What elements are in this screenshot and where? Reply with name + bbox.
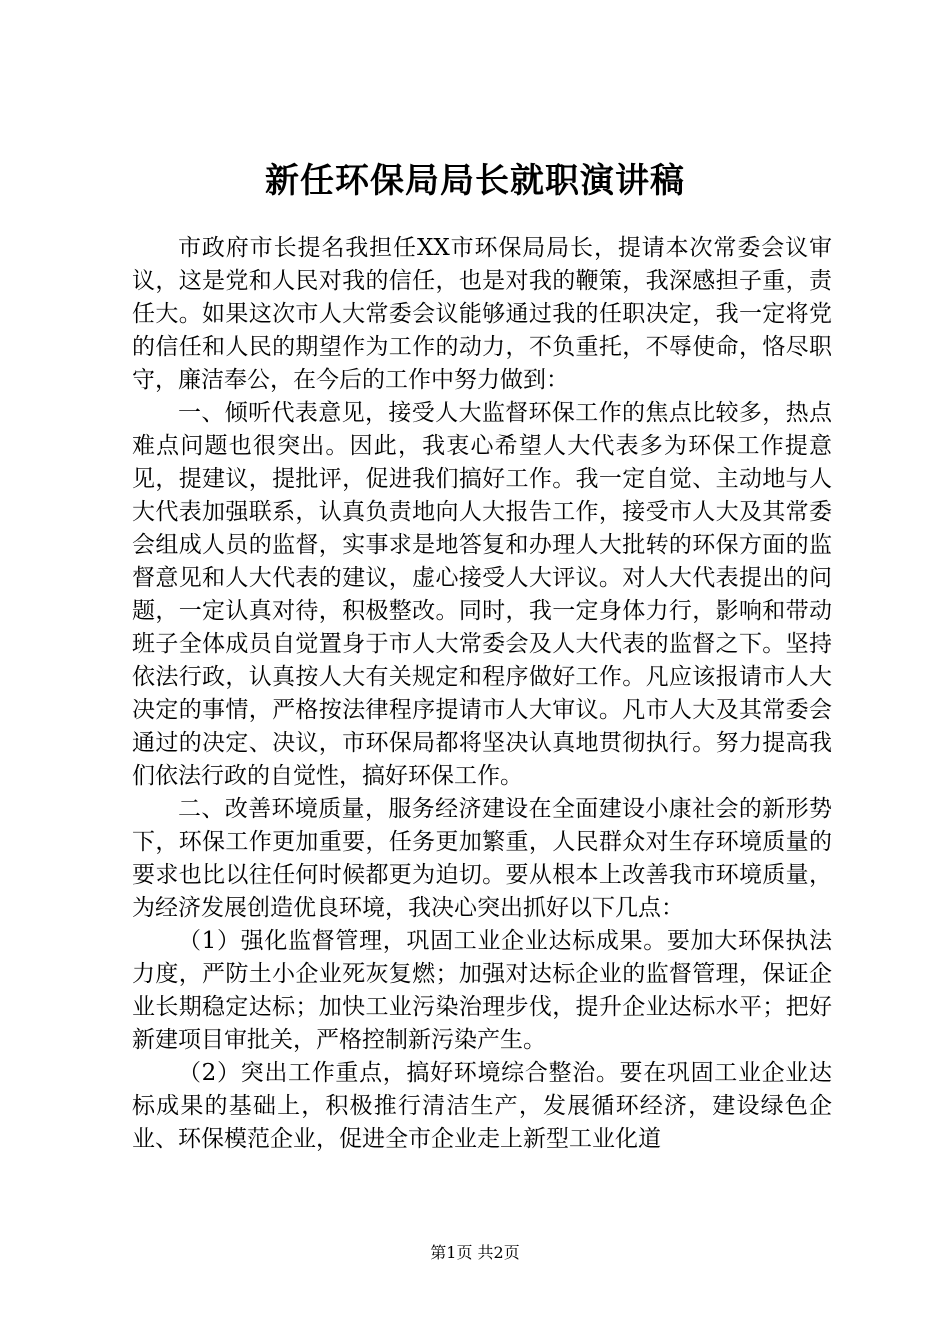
document-body — [132, 232, 832, 1156]
paragraph-item-1: （1）强化监督管理，巩固工业企业达标成果。要加大环保执法力度，严防土小企业死灰复燃；加强对达标企业的监督管理，保证企业长期稳定达标；加快工业污染治理步伐，提升企业达标水平；把好新建项目审批关，严格控制新污染产生。 — [132, 928, 832, 1053]
paragraph-item-2: （2）突出工作重点，搞好环境综合整治。要在巩固工业企业达标成果的基础上，积极推行清洁生产，发展循环经济，建设绿色企业、环保模范企业，促进全市企业走上新型工业化道 — [132, 1060, 832, 1152]
paragraph-intro: 市政府市长提名我担任XX市环保局局长，提请本次常委会议审议，这是党和人民对我的信任，也是对我的鞭策，我深感担子重，责任大。如果这次市人大常委会议能够通过我的任职决定，我一定将党的信任和人民的期望作为工作的动力，不负重托，不辱使命，恪尽职守，廉洁奉公，在今后的工作中努力做到： — [132, 235, 832, 393]
document-title: 新任环保局局长就职演讲稿 — [265, 161, 685, 201]
page-footer: 第1页 共2页 — [430, 1243, 520, 1262]
paragraph-section-2: 二、改善环境质量，服务经济建设在全面建设小康社会的新形势下，环保工作更加重要，任务更加繁重，人民群众对生存环境质量的要求也比以往任何时候都更为迫切。要从根本上改善我市环境质量，为经济发展创造优良环境，我决心突出抓好以下几点： — [132, 796, 832, 921]
paragraph-section-1: 一、倾听代表意见，接受人大监督环保工作的焦点比较多，热点难点问题也很突出。因此，我衷心希望人大代表多为环保工作提意见，提建议，提批评，促进我们搞好工作。我一定自觉、主动地与人大代表加强联系，认真负责地向人大报告工作，接受市人大及其常委会组成人员的监督，实事求是地答复和办理人大批转的环保方面的监督意见和人大代表的建议，虚心接受人大评议。对人大代表提出的问题，一定认真对待，积极整改。同时，我一定身体力行，影响和带动班子全体成员自觉置身于市人大常委会及人大代表的监督之下。坚持依法行政，认真按人大有关规定和程序做好工作。凡应该报请市人大决定的事情，严格按法律程序提请市人大审议。凡市人大及其常委会通过的决定、决议，市环保局都将坚决认真地贯彻执行。努力提高我们依法行政的自觉性，搞好环保工作。 — [132, 400, 832, 789]
